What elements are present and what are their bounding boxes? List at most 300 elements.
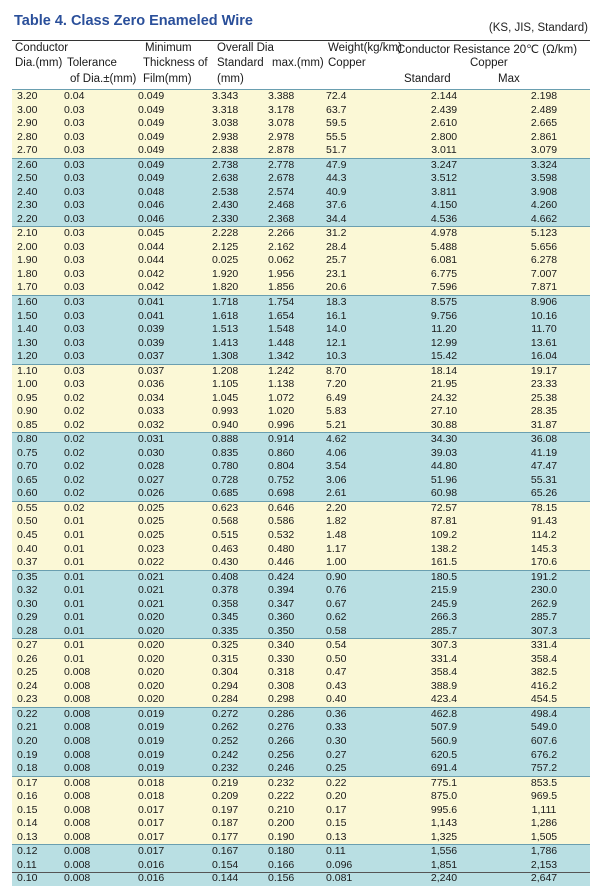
cell-film: 0.020: [136, 653, 210, 667]
cell-res-max: 2.198: [498, 90, 590, 104]
cell-weight: 40.9: [324, 186, 390, 200]
table-row: [12, 158, 590, 172]
cell-tolerance: 0.008: [61, 790, 136, 804]
cell-weight: 6.49: [324, 392, 390, 406]
cell-res-std: 11.20: [390, 323, 498, 337]
cell-dia: 0.45: [12, 529, 61, 543]
cell-res-max: 307.3: [498, 625, 590, 639]
cell-overall-max: 1.548: [266, 323, 324, 337]
cell-overall-std: 0.335: [210, 625, 266, 639]
cell-film: 0.046: [136, 213, 210, 227]
cell-weight: 0.27: [324, 749, 390, 763]
cell-res-std: 775.1: [390, 776, 498, 790]
header-tolerance: Tolerance: [67, 57, 117, 69]
cell-tolerance: 0.008: [61, 776, 136, 790]
cell-weight: 2.20: [324, 501, 390, 515]
cell-film: 0.049: [136, 144, 210, 158]
cell-tolerance: 0.008: [61, 804, 136, 818]
table-row: [12, 666, 590, 680]
cell-overall-std: 0.378: [210, 584, 266, 598]
standard-note: (KS, JIS, Standard): [488, 22, 588, 34]
header-thickness-of: Thickness of: [143, 57, 208, 69]
cell-overall-std: 0.940: [210, 419, 266, 433]
cell-res-std: 2.800: [390, 131, 498, 145]
table-row: [12, 392, 590, 406]
cell-film: 0.018: [136, 776, 210, 790]
cell-tolerance: 0.008: [61, 831, 136, 845]
cell-overall-max: 0.340: [266, 639, 324, 653]
cell-tolerance: 0.03: [61, 199, 136, 213]
table-row: [12, 817, 590, 831]
cell-overall-std: 0.345: [210, 611, 266, 625]
cell-film: 0.046: [136, 199, 210, 213]
cell-overall-std: 0.315: [210, 653, 266, 667]
cell-tolerance: 0.01: [61, 639, 136, 653]
cell-weight: 0.25: [324, 762, 390, 776]
cell-weight: 16.1: [324, 310, 390, 324]
cell-overall-std: 0.780: [210, 460, 266, 474]
cell-overall-std: 2.228: [210, 227, 266, 241]
cell-overall-max: 0.276: [266, 721, 324, 735]
cell-dia: 0.17: [12, 776, 61, 790]
table-row: [12, 144, 590, 158]
cell-tolerance: 0.01: [61, 556, 136, 570]
cell-overall-std: 0.144: [210, 872, 266, 886]
cell-overall-max: 2.266: [266, 227, 324, 241]
cell-weight: 0.36: [324, 707, 390, 721]
cell-weight: 25.7: [324, 254, 390, 268]
cell-film: 0.025: [136, 515, 210, 529]
table-row: [12, 543, 590, 557]
cell-weight: 28.4: [324, 241, 390, 255]
cell-weight: 23.1: [324, 268, 390, 282]
cell-weight: 0.76: [324, 584, 390, 598]
cell-tolerance: 0.01: [61, 598, 136, 612]
cell-tolerance: 0.03: [61, 350, 136, 364]
cell-tolerance: 0.03: [61, 213, 136, 227]
table-row: [12, 241, 590, 255]
table-row: [12, 419, 590, 433]
table-row: [12, 693, 590, 707]
cell-weight: 0.47: [324, 666, 390, 680]
cell-film: 0.017: [136, 804, 210, 818]
cell-overall-std: 1.045: [210, 392, 266, 406]
cell-overall-std: 0.568: [210, 515, 266, 529]
cell-res-max: 2.665: [498, 117, 590, 131]
cell-res-std: 109.2: [390, 529, 498, 543]
cell-overall-max: 1.654: [266, 310, 324, 324]
cell-dia: 1.50: [12, 310, 61, 324]
cell-overall-std: 0.187: [210, 817, 266, 831]
cell-overall-max: 2.678: [266, 172, 324, 186]
cell-res-max: 416.2: [498, 680, 590, 694]
cell-overall-max: 0.752: [266, 474, 324, 488]
cell-overall-max: 0.180: [266, 845, 324, 859]
cell-dia: 0.26: [12, 653, 61, 667]
cell-overall-std: 0.728: [210, 474, 266, 488]
cell-tolerance: 0.03: [61, 281, 136, 295]
cell-dia: 0.95: [12, 392, 61, 406]
cell-tolerance: 0.008: [61, 817, 136, 831]
cell-overall-max: 0.360: [266, 611, 324, 625]
cell-overall-std: 1.820: [210, 281, 266, 295]
cell-overall-max: 3.388: [266, 90, 324, 104]
cell-overall-max: 0.166: [266, 859, 324, 873]
cell-weight: 0.67: [324, 598, 390, 612]
cell-tolerance: 0.03: [61, 241, 136, 255]
cell-res-std: 3.247: [390, 158, 498, 172]
cell-res-max: 1,111: [498, 804, 590, 818]
cell-res-std: 462.8: [390, 707, 498, 721]
cell-res-std: 15.42: [390, 350, 498, 364]
cell-dia: 2.50: [12, 172, 61, 186]
cell-res-std: 4.150: [390, 199, 498, 213]
cell-overall-max: 0.532: [266, 529, 324, 543]
cell-weight: 55.5: [324, 131, 390, 145]
cell-overall-std: 1.105: [210, 378, 266, 392]
cell-dia: 0.37: [12, 556, 61, 570]
cell-film: 0.019: [136, 762, 210, 776]
cell-res-std: 6.081: [390, 254, 498, 268]
cell-overall-std: 1.920: [210, 268, 266, 282]
cell-res-std: 358.4: [390, 666, 498, 680]
table-row: [12, 378, 590, 392]
cell-res-max: 47.47: [498, 460, 590, 474]
cell-overall-std: 0.154: [210, 859, 266, 873]
cell-tolerance: 0.03: [61, 323, 136, 337]
cell-weight: 0.096: [324, 859, 390, 873]
table-row: [12, 323, 590, 337]
cell-weight: 7.20: [324, 378, 390, 392]
cell-res-std: 215.9: [390, 584, 498, 598]
cell-overall-max: 2.978: [266, 131, 324, 145]
cell-weight: 0.081: [324, 872, 390, 886]
cell-film: 0.042: [136, 268, 210, 282]
cell-res-std: 331.4: [390, 653, 498, 667]
cell-res-max: 28.35: [498, 405, 590, 419]
cell-res-std: 620.5: [390, 749, 498, 763]
cell-overall-max: 1.956: [266, 268, 324, 282]
cell-overall-std: 1.308: [210, 350, 266, 364]
cell-weight: 37.6: [324, 199, 390, 213]
cell-res-std: 423.4: [390, 693, 498, 707]
cell-weight: 72.4: [324, 90, 390, 104]
cell-dia: 0.60: [12, 487, 61, 501]
cell-dia: 1.60: [12, 295, 61, 309]
table-row: [12, 337, 590, 351]
cell-tolerance: 0.02: [61, 405, 136, 419]
cell-res-std: 507.9: [390, 721, 498, 735]
header-minimum: Minimum: [145, 42, 192, 54]
cell-tolerance: 0.02: [61, 392, 136, 406]
cell-weight: 44.3: [324, 172, 390, 186]
cell-overall-std: 3.318: [210, 104, 266, 118]
cell-overall-max: 0.190: [266, 831, 324, 845]
cell-weight: 34.4: [324, 213, 390, 227]
cell-overall-max: 1.856: [266, 281, 324, 295]
cell-tolerance: 0.03: [61, 104, 136, 118]
cell-overall-max: 2.878: [266, 144, 324, 158]
cell-overall-max: 0.804: [266, 460, 324, 474]
cell-overall-max: 0.298: [266, 693, 324, 707]
cell-dia: 2.40: [12, 186, 61, 200]
cell-film: 0.017: [136, 831, 210, 845]
cell-dia: 2.60: [12, 158, 61, 172]
cell-dia: 1.70: [12, 281, 61, 295]
cell-film: 0.021: [136, 570, 210, 584]
cell-res-std: 1,143: [390, 817, 498, 831]
cell-dia: 0.21: [12, 721, 61, 735]
cell-tolerance: 0.03: [61, 378, 136, 392]
table-row: [12, 254, 590, 268]
cell-res-std: 6.775: [390, 268, 498, 282]
cell-weight: 12.1: [324, 337, 390, 351]
cell-overall-max: 1.242: [266, 364, 324, 378]
cell-overall-std: 3.343: [210, 90, 266, 104]
cell-film: 0.037: [136, 364, 210, 378]
table-row: [12, 90, 590, 104]
table-row: [12, 721, 590, 735]
cell-film: 0.025: [136, 529, 210, 543]
cell-overall-max: 0.347: [266, 598, 324, 612]
cell-res-max: 6.278: [498, 254, 590, 268]
cell-tolerance: 0.008: [61, 721, 136, 735]
cell-film: 0.028: [136, 460, 210, 474]
cell-film: 0.031: [136, 433, 210, 447]
cell-tolerance: 0.01: [61, 611, 136, 625]
table-row: [12, 872, 590, 886]
cell-weight: 0.22: [324, 776, 390, 790]
cell-weight: 0.11: [324, 845, 390, 859]
cell-overall-max: 0.200: [266, 817, 324, 831]
cell-res-std: 39.03: [390, 447, 498, 461]
cell-weight: 1.82: [324, 515, 390, 529]
table-row: [12, 213, 590, 227]
cell-overall-max: 0.914: [266, 433, 324, 447]
cell-overall-std: 0.197: [210, 804, 266, 818]
cell-overall-max: 0.698: [266, 487, 324, 501]
cell-overall-std: 0.209: [210, 790, 266, 804]
cell-dia: 2.90: [12, 117, 61, 131]
cell-overall-max: 0.350: [266, 625, 324, 639]
cell-film: 0.020: [136, 639, 210, 653]
cell-film: 0.034: [136, 392, 210, 406]
cell-res-max: 19.17: [498, 364, 590, 378]
cell-tolerance: 0.03: [61, 158, 136, 172]
cell-tolerance: 0.03: [61, 227, 136, 241]
cell-overall-max: 0.586: [266, 515, 324, 529]
cell-dia: 0.20: [12, 735, 61, 749]
cell-overall-max: 0.318: [266, 666, 324, 680]
cell-res-std: 44.80: [390, 460, 498, 474]
cell-res-std: 3.011: [390, 144, 498, 158]
cell-res-std: 691.4: [390, 762, 498, 776]
table-row: [12, 501, 590, 515]
cell-overall-std: 1.513: [210, 323, 266, 337]
cell-overall-max: 0.062: [266, 254, 324, 268]
cell-res-max: 25.38: [498, 392, 590, 406]
cell-overall-std: 3.038: [210, 117, 266, 131]
cell-tolerance: 0.008: [61, 859, 136, 873]
cell-dia: 0.90: [12, 405, 61, 419]
cell-res-std: 30.88: [390, 419, 498, 433]
table-row: [12, 447, 590, 461]
cell-film: 0.019: [136, 749, 210, 763]
cell-tolerance: 0.008: [61, 749, 136, 763]
cell-dia: 1.10: [12, 364, 61, 378]
cell-res-max: 757.2: [498, 762, 590, 776]
cell-res-max: 1,286: [498, 817, 590, 831]
cell-film: 0.017: [136, 845, 210, 859]
cell-film: 0.019: [136, 721, 210, 735]
cell-overall-std: 0.408: [210, 570, 266, 584]
cell-tolerance: 0.03: [61, 337, 136, 351]
cell-overall-std: 0.294: [210, 680, 266, 694]
cell-film: 0.021: [136, 598, 210, 612]
cell-overall-std: 2.538: [210, 186, 266, 200]
table-row: [12, 570, 590, 584]
header-max-mm: max.(mm): [272, 57, 324, 69]
cell-dia: 2.10: [12, 227, 61, 241]
cell-film: 0.026: [136, 487, 210, 501]
table-row: [12, 762, 590, 776]
cell-res-std: 34.30: [390, 433, 498, 447]
cell-tolerance: 0.008: [61, 735, 136, 749]
cell-res-std: 18.14: [390, 364, 498, 378]
cell-res-std: 2,240: [390, 872, 498, 886]
cell-weight: 0.15: [324, 817, 390, 831]
cell-film: 0.049: [136, 172, 210, 186]
cell-res-max: 853.5: [498, 776, 590, 790]
cell-overall-std: 2.125: [210, 241, 266, 255]
cell-overall-std: 0.463: [210, 543, 266, 557]
cell-overall-max: 3.078: [266, 117, 324, 131]
table-title: Table 4. Class Zero Enameled Wire: [14, 13, 253, 29]
cell-dia: 0.32: [12, 584, 61, 598]
cell-overall-std: 0.284: [210, 693, 266, 707]
cell-weight: 0.40: [324, 693, 390, 707]
cell-film: 0.036: [136, 378, 210, 392]
table-row: [12, 735, 590, 749]
cell-overall-max: 0.286: [266, 707, 324, 721]
cell-film: 0.041: [136, 310, 210, 324]
cell-weight: 1.48: [324, 529, 390, 543]
cell-weight: 1.00: [324, 556, 390, 570]
cell-overall-max: 0.446: [266, 556, 324, 570]
cell-dia: 0.19: [12, 749, 61, 763]
cell-tolerance: 0.008: [61, 680, 136, 694]
header-film-mm: Film(mm): [143, 73, 192, 85]
cell-res-std: 560.9: [390, 735, 498, 749]
cell-overall-std: 0.358: [210, 598, 266, 612]
cell-film: 0.017: [136, 817, 210, 831]
cell-overall-std: 2.430: [210, 199, 266, 213]
cell-res-std: 12.99: [390, 337, 498, 351]
cell-overall-std: 0.993: [210, 405, 266, 419]
cell-overall-max: 1.754: [266, 295, 324, 309]
cell-res-std: 1,556: [390, 845, 498, 859]
cell-res-max: 41.19: [498, 447, 590, 461]
cell-tolerance: 0.03: [61, 131, 136, 145]
table-row: [12, 199, 590, 213]
cell-res-max: 4.662: [498, 213, 590, 227]
cell-overall-std: 0.219: [210, 776, 266, 790]
cell-overall-std: 0.252: [210, 735, 266, 749]
cell-tolerance: 0.02: [61, 433, 136, 447]
header-conductor: Conductor: [15, 42, 69, 54]
cell-film: 0.016: [136, 872, 210, 886]
cell-film: 0.049: [136, 104, 210, 118]
table-row: [12, 707, 590, 721]
cell-res-max: 13.61: [498, 337, 590, 351]
cell-res-max: 1,505: [498, 831, 590, 845]
cell-overall-std: 0.430: [210, 556, 266, 570]
cell-dia: 0.24: [12, 680, 61, 694]
cell-tolerance: 0.01: [61, 625, 136, 639]
cell-res-max: 969.5: [498, 790, 590, 804]
cell-res-std: 2.144: [390, 90, 498, 104]
cell-overall-std: 2.938: [210, 131, 266, 145]
cell-weight: 0.90: [324, 570, 390, 584]
cell-res-max: 10.16: [498, 310, 590, 324]
cell-overall-max: 0.394: [266, 584, 324, 598]
table-row: [12, 598, 590, 612]
cell-res-std: 1,325: [390, 831, 498, 845]
cell-tolerance: 0.02: [61, 474, 136, 488]
cell-res-max: 11.70: [498, 323, 590, 337]
cell-res-std: 3.512: [390, 172, 498, 186]
header-dia-mm: Dia.(mm): [15, 57, 63, 69]
cell-overall-max: 0.246: [266, 762, 324, 776]
cell-tolerance: 0.01: [61, 543, 136, 557]
cell-film: 0.020: [136, 693, 210, 707]
cell-overall-std: 0.242: [210, 749, 266, 763]
table-row: [12, 433, 590, 447]
cell-overall-max: 3.178: [266, 104, 324, 118]
cell-tolerance: 0.02: [61, 501, 136, 515]
cell-res-max: 2.489: [498, 104, 590, 118]
cell-dia: 0.30: [12, 598, 61, 612]
table-row: [12, 131, 590, 145]
cell-res-max: 549.0: [498, 721, 590, 735]
cell-overall-max: 0.156: [266, 872, 324, 886]
cell-res-max: 3.324: [498, 158, 590, 172]
cell-overall-std: 0.232: [210, 762, 266, 776]
cell-weight: 3.54: [324, 460, 390, 474]
cell-tolerance: 0.03: [61, 254, 136, 268]
cell-overall-std: 0.835: [210, 447, 266, 461]
cell-overall-max: 2.368: [266, 213, 324, 227]
cell-res-max: 262.9: [498, 598, 590, 612]
cell-weight: 0.33: [324, 721, 390, 735]
cell-dia: 0.70: [12, 460, 61, 474]
table-row: [12, 749, 590, 763]
cell-overall-std: 0.262: [210, 721, 266, 735]
cell-res-std: 3.811: [390, 186, 498, 200]
cell-weight: 0.43: [324, 680, 390, 694]
table-row: [12, 804, 590, 818]
cell-weight: 0.13: [324, 831, 390, 845]
cell-res-max: 676.2: [498, 749, 590, 763]
table-row: [12, 350, 590, 364]
cell-res-max: 498.4: [498, 707, 590, 721]
table-row: [12, 776, 590, 790]
cell-res-max: 16.04: [498, 350, 590, 364]
table-row: [12, 584, 590, 598]
cell-tolerance: 0.01: [61, 653, 136, 667]
cell-res-max: 114.2: [498, 529, 590, 543]
cell-weight: 51.7: [324, 144, 390, 158]
